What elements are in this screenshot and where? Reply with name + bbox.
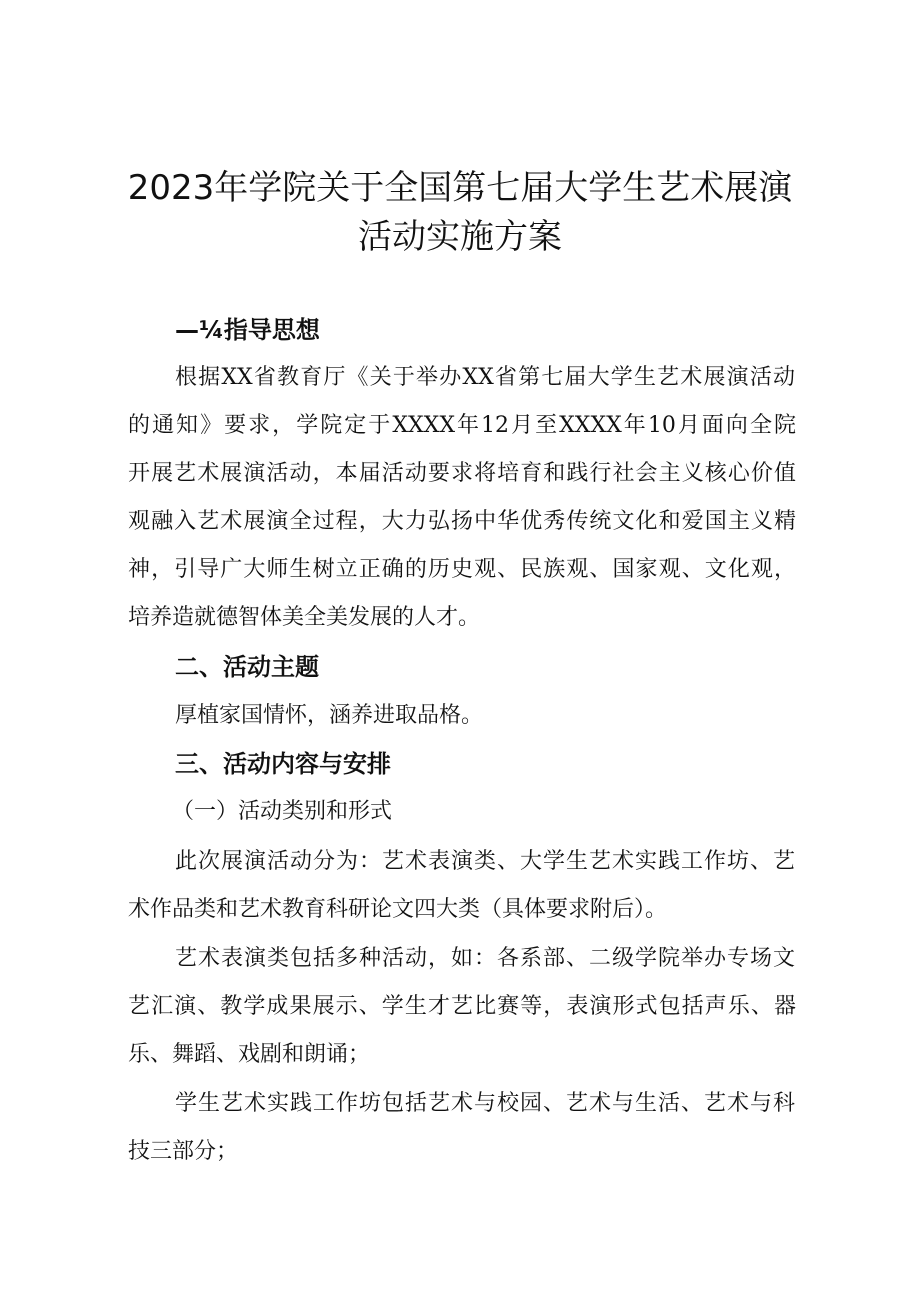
paragraph-line: 的通知》要求，学院定于XXXX年12月至XXXX年10月面向全院 (128, 413, 796, 438)
paragraph-line: 神，引导广大师生树立正确的历史观、民族观、国家观、文化观， (128, 557, 796, 582)
paragraph-line: 培养造就德智体美全美发展的人才。 (128, 605, 481, 630)
section-heading-guiding-ideology: —¼指导思想 (175, 316, 320, 344)
section-heading-activity-theme: 二、活动主题 (175, 653, 319, 681)
section-heading-activity-content: 三、活动内容与安排 (175, 750, 391, 778)
paragraph-line: 此次展演活动分为：艺术表演类、大学生艺术实践工作坊、艺 (175, 849, 795, 874)
paragraph-line: 厚植家国情怀，涵养进取品格。 (175, 703, 484, 728)
subsection-heading-category: （一）活动类别和形式 (172, 799, 393, 824)
document-title-line-2: 活动实施方案 (358, 217, 562, 257)
paragraph-line: 观融入艺术展演全过程，大力弘扬中华优秀传统文化和爱国主义精 (128, 509, 796, 534)
paragraph-line: 乐、舞蹈、戏剧和朗诵； (128, 1042, 371, 1067)
paragraph-line: 技三部分； (128, 1139, 239, 1164)
paragraph-line: 根据XX省教育厅《关于举办XX省第七届大学生艺术展演活动 (175, 365, 795, 390)
document-title-line-1: 2023年学院关于全国第七届大学生艺术展演 (127, 168, 793, 208)
paragraph-line: 术作品类和艺术教育科研论文四大类（具体要求附后）。 (128, 897, 668, 922)
paragraph-line: 艺术表演类包括多种活动，如：各系部、二级学院举办专场文 (175, 946, 795, 971)
paragraph-line: 艺汇演、教学成果展示、学生才艺比赛等，表演形式包括声乐、器 (128, 994, 796, 1019)
paragraph-line: 开展艺术展演活动，本届活动要求将培育和践行社会主义核心价值 (128, 461, 796, 486)
paragraph-line: 学生艺术实践工作坊包括艺术与校园、艺术与生活、艺术与科 (175, 1091, 795, 1116)
